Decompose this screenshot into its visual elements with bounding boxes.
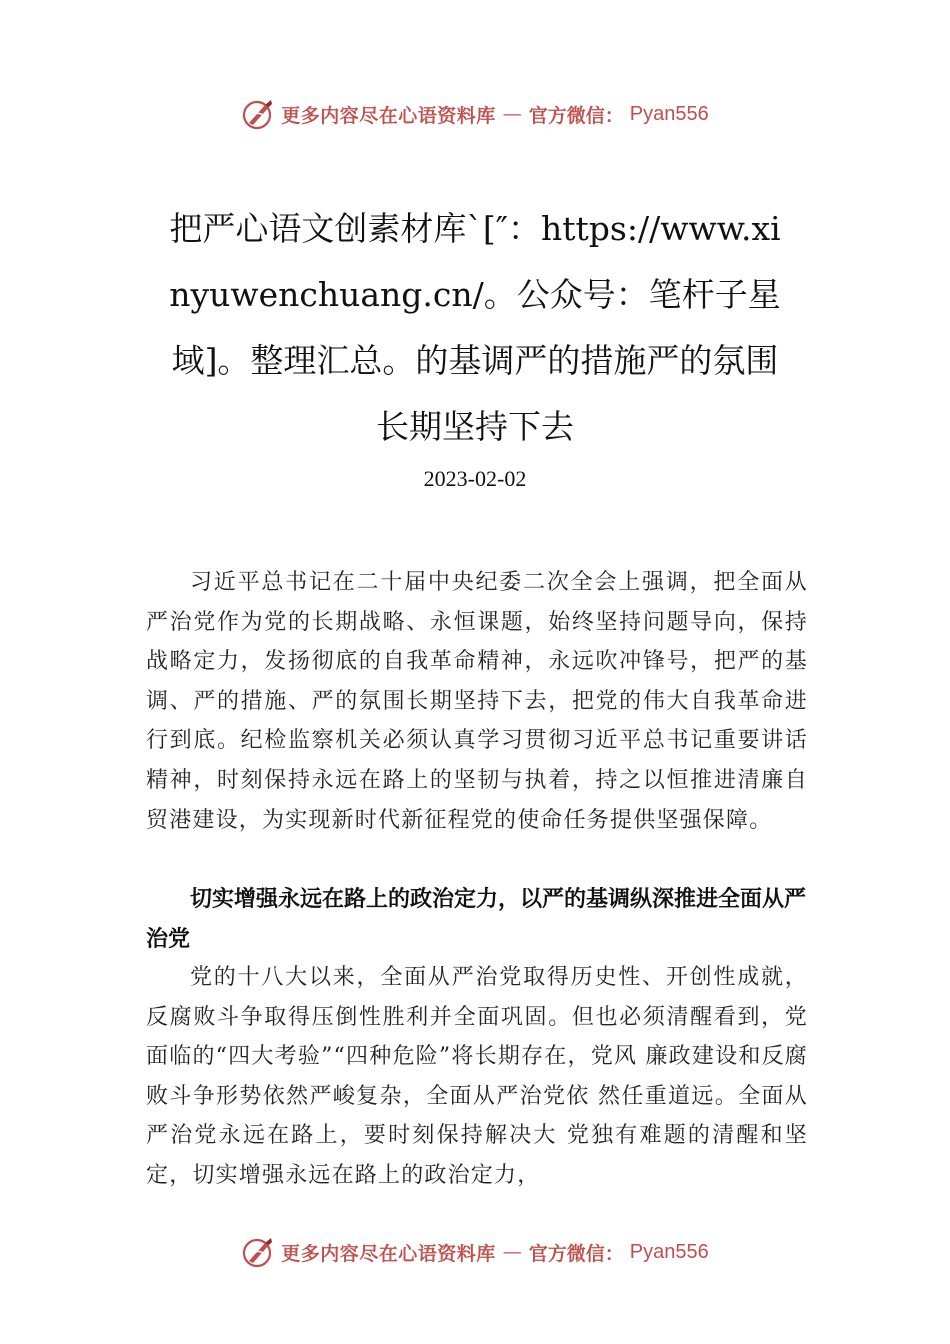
banner-brand-text: 更多内容尽在心语资料库 xyxy=(281,1242,496,1265)
body-paragraph-2: 党的十八大以来，全面从严治党取得历史性、开创性成就，反腐败斗争取得压倒性胜利并全面巩固。但也必须清醒看到，党面临的“四大考验”“四种危险”将长期存在，党风 廉政建设和反腐败斗争形势依然严峻复杂，全面从严治党依 然任重道远。全面从严治党永远在路上，要时刻保持解决大 党独有难题的清醒和坚定，切实增强永远在路上的政治定力， xyxy=(146,965,808,1188)
banner-wechat-label: 官方微信： xyxy=(528,104,624,127)
banner-wechat-id: Pyan556 xyxy=(629,102,709,125)
footer-banner xyxy=(0,1232,950,1272)
banner-wechat-label: 官方微信： xyxy=(528,1242,624,1265)
banner-wechat-id: Pyan556 xyxy=(629,1240,709,1263)
document-date: 2023-02-02 xyxy=(423,466,527,491)
banner-brand-text: 更多内容尽在心语资料库 xyxy=(281,104,496,127)
banner-dash: — xyxy=(502,1241,522,1263)
banner-dash: — xyxy=(502,103,522,125)
document-title: 把严心语文创素材库`[″：https://www.xinyuwenchuang.cn/。公众号：笔杆子星域]。整理汇总。的基调严的措施严的氛围长期坚持下去 xyxy=(169,209,781,446)
section-heading-1: 切实增强永远在路上的政治定力，以严的基调纵深推进全面从严治党 xyxy=(146,887,807,952)
pen-logo-icon xyxy=(241,1235,275,1269)
body-paragraph-1: 习近平总书记在二十届中央纪委二次全会上强调，把全面从严治党作为党的长期战略、永恒课题，始终坚持问题导向，保持战略定力，发扬彻底的自我革命精神，永远吹冲锋号，把严的基调、严的措施、严的氛围长期坚持下去，把党的伟大自我革命进行到底。纪检监察机关必须认真学习贯彻习近平总书记重要讲话精神，时刻保持永远在路上的坚韧与执着，持之以恒推进清廉自贸港建设，为实现新时代新征程党的使命任务提供坚强保障。 xyxy=(146,570,808,833)
header-banner xyxy=(0,94,950,134)
pen-logo-icon xyxy=(241,97,275,131)
